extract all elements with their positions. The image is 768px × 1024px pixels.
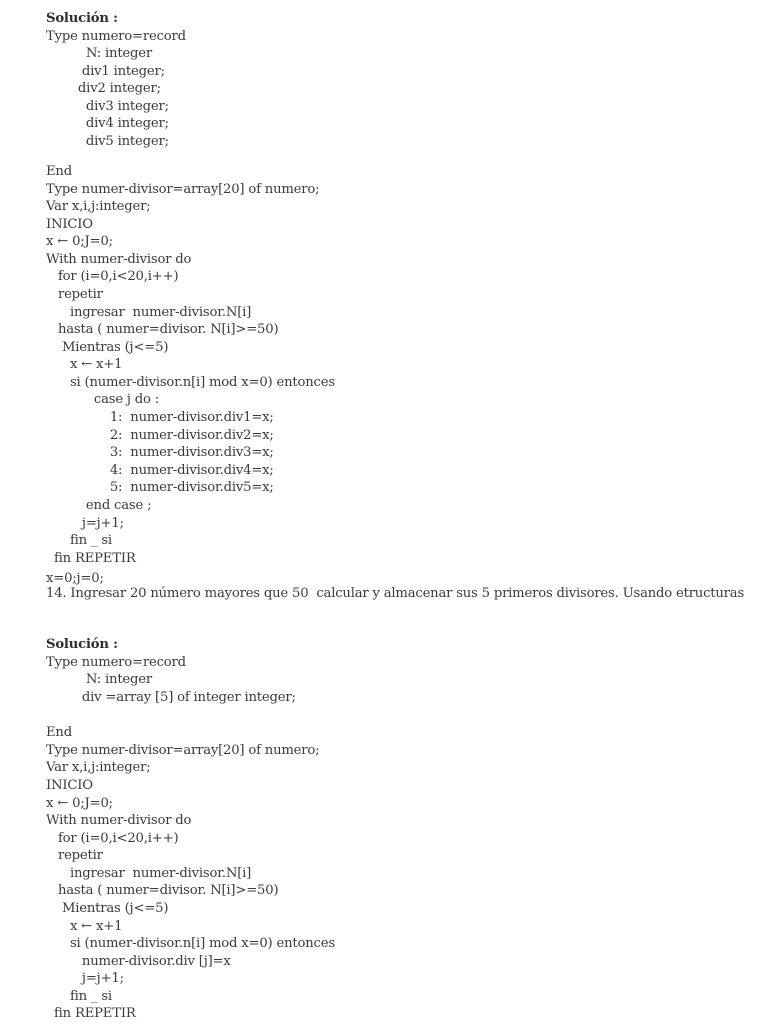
code-line: Mientras (j<=5) <box>46 901 169 916</box>
code-line: With numer-divisor do <box>46 252 192 267</box>
code-line: fin _ si <box>46 989 112 1004</box>
code-line: INICIO <box>46 778 93 793</box>
code-line: 5: numer-divisor.div5=x; <box>46 480 274 495</box>
solution-heading-2: Solución : <box>46 637 118 652</box>
code-line: for (i=0,i<20,i++) <box>46 831 179 846</box>
code-line: ingresar numer-divisor.N[i] <box>46 305 252 320</box>
code-line: Type numero=record <box>46 29 186 44</box>
code-line: 1: numer-divisor.div1=x; <box>46 410 274 425</box>
code-line: fin REPETIR <box>46 551 136 566</box>
code-line: repetir <box>46 287 103 302</box>
code-line: div4 integer; <box>46 116 169 131</box>
code-line-cut-off: x=0;j=0; <box>46 571 104 586</box>
solution-heading-1: Solución : <box>46 11 118 26</box>
code-line: hasta ( numer=divisor. N[i]>=50) <box>46 322 279 337</box>
code-line: x ← x+1 <box>46 357 123 372</box>
code-line: x ← 0;J=0; <box>46 796 113 811</box>
code-line: INICIO <box>46 217 93 232</box>
code-line: si (numer-divisor.n[i] mod x=0) entonces <box>46 375 335 390</box>
code-line: Type numer-divisor=array[20] of numero; <box>46 182 320 197</box>
code-line: fin _ si <box>46 533 112 548</box>
code-line: 2: numer-divisor.div2=x; <box>46 428 274 443</box>
code-line: si (numer-divisor.n[i] mod x=0) entonces <box>46 936 335 951</box>
code-line: 4: numer-divisor.div4=x; <box>46 463 274 478</box>
problem-statement: 14. Ingresar 20 número mayores que 50 calcular y almacenar sus 5 primeros divisores. Usando etructuras <box>46 586 745 601</box>
code-line: hasta ( numer=divisor. N[i]>=50) <box>46 883 279 898</box>
code-line: 3: numer-divisor.div3=x; <box>46 445 274 460</box>
code-line: Var x,i,j:integer; <box>46 199 151 214</box>
code-line: ingresar numer-divisor.N[i] <box>46 866 252 881</box>
code-line: x ← x+1 <box>46 919 123 934</box>
code-line: x ← 0;J=0; <box>46 234 113 249</box>
code-line: Type numer-divisor=array[20] of numero; <box>46 743 320 758</box>
code-line: numer-divisor.div [j]=x <box>46 954 231 969</box>
code-line: div2 integer; <box>46 81 161 96</box>
code-line: j=j+1; <box>46 516 124 531</box>
code-line: N: integer <box>46 46 152 61</box>
code-line: N: integer <box>46 672 152 687</box>
code-line: div1 integer; <box>46 64 165 79</box>
code-line: Var x,i,j:integer; <box>46 760 151 775</box>
code-line: for (i=0,i<20,i++) <box>46 269 179 284</box>
code-line: End <box>46 725 72 740</box>
code-line: case j do : <box>46 392 160 407</box>
code-line: repetir <box>46 848 103 863</box>
code-line: div3 integer; <box>46 99 169 114</box>
code-line: Type numero=record <box>46 655 186 670</box>
code-line: div5 integer; <box>46 134 169 149</box>
code-line: Mientras (j<=5) <box>46 340 169 355</box>
code-line: With numer-divisor do <box>46 813 192 828</box>
code-line: div =array [5] of integer integer; <box>46 690 296 705</box>
code-line: j=j+1; <box>46 971 124 986</box>
code-line: End <box>46 164 72 179</box>
code-line: end case ; <box>46 498 152 513</box>
code-line: fin REPETIR <box>46 1006 136 1021</box>
